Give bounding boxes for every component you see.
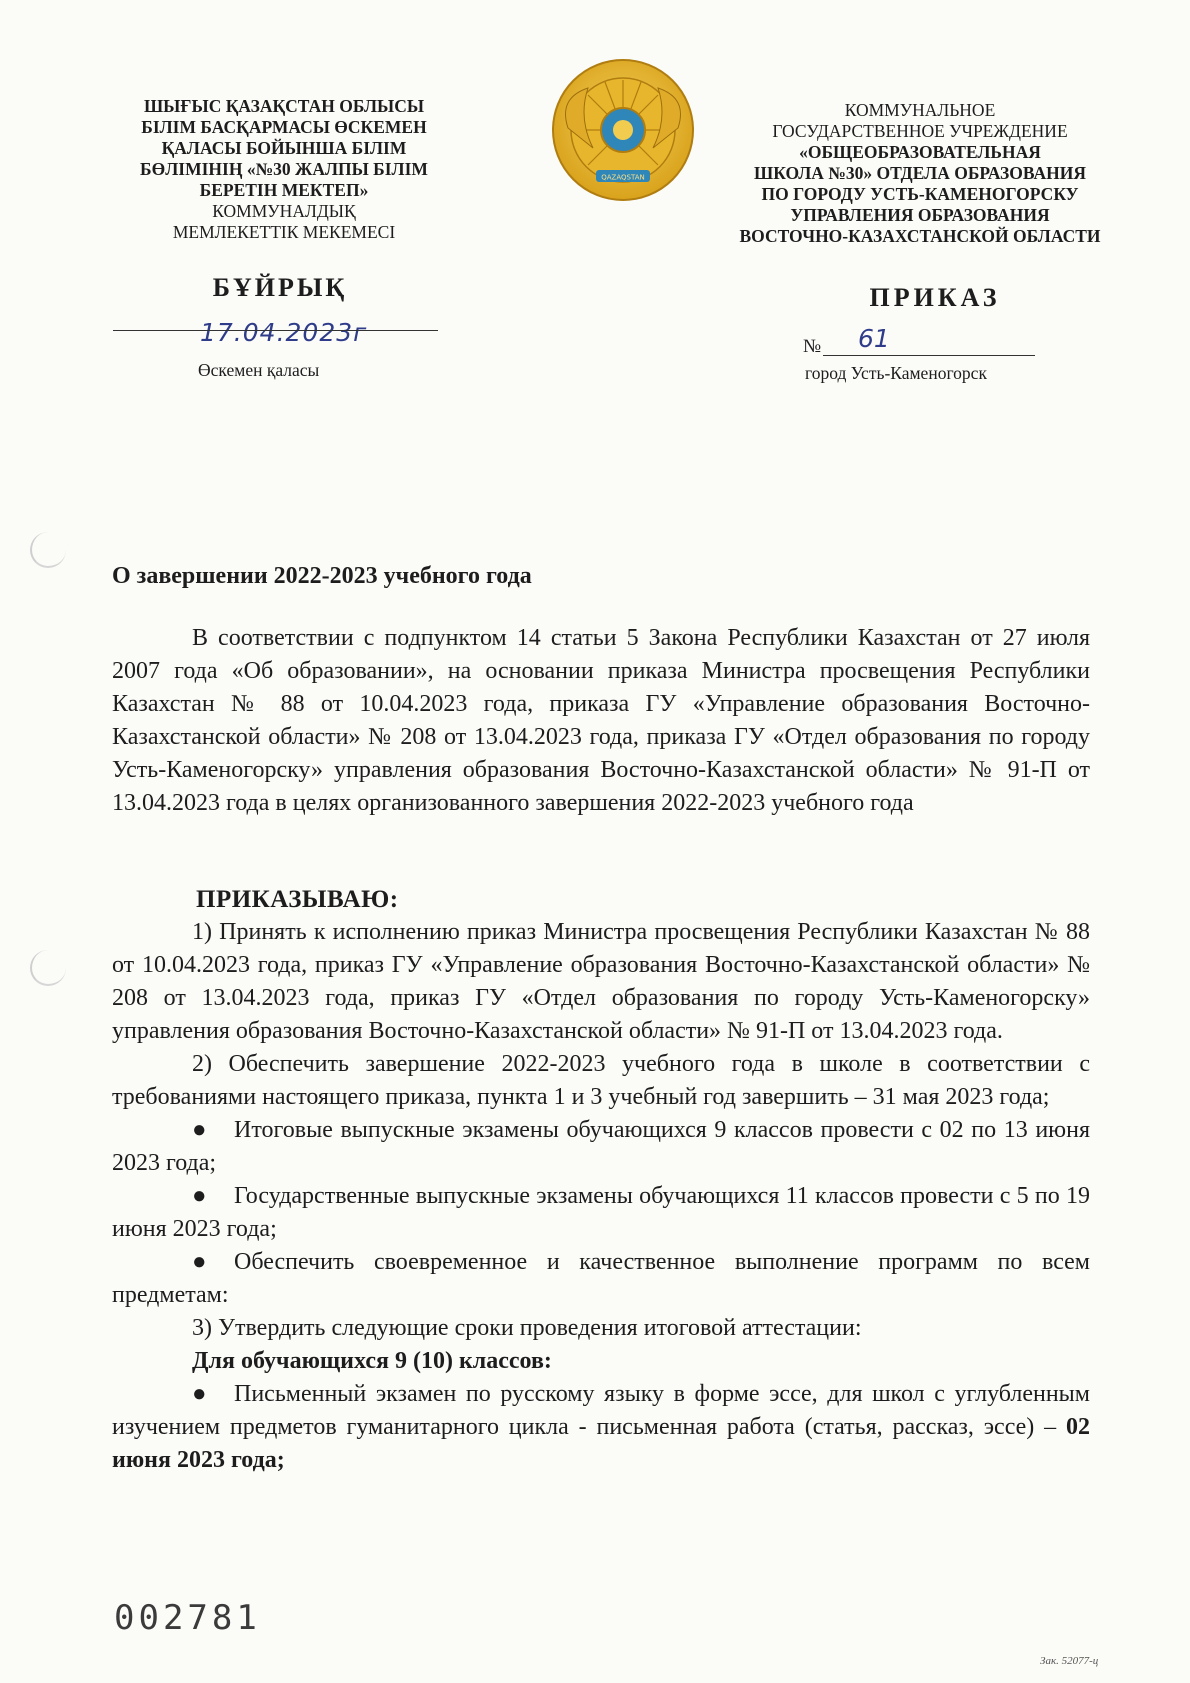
header-kz-line: ҚАЛАСЫ БОЙЫНША БІЛІМ xyxy=(161,138,407,158)
header-kz-line: КОММУНАЛДЫҚ xyxy=(212,201,356,221)
punch-hole-mark xyxy=(30,532,66,568)
header-kz-line: МЕМЛЕКЕТТІК МЕКЕМЕСІ xyxy=(172,222,396,242)
header-ru-line: ВОСТОЧНО-КАЗАХСТАНСКОЙ ОБЛАСТИ xyxy=(739,226,1101,246)
bullet-text: Письменный экзамен по русскому языку в форме эссе, для школ с углубленным изучением предметов гуманитарного цикла - письменная работа (статья, рассказ, эссе) – xyxy=(112,1381,1090,1440)
preamble-block xyxy=(112,622,1090,820)
header-ru-line: УПРАВЛЕНИЯ ОБРАЗОВАНИЯ xyxy=(790,205,1050,225)
header-kz-line: БІЛІМ БАСҚАРМАСЫ ӨСКЕМЕН xyxy=(141,117,427,137)
title-russian: ПРИКАЗ xyxy=(869,283,1001,312)
bullet-item xyxy=(112,1378,1090,1477)
order-item-3: 3) Утвердить следующие сроки проведения итоговой аттестации: xyxy=(192,1315,862,1341)
bullet-icon: ● xyxy=(192,1381,207,1407)
state-emblem-icon xyxy=(548,58,698,208)
header-kz-line: БЕРЕТІН МЕКТЕП» xyxy=(199,180,369,200)
svg-text:QAZAQSTAN: QAZAQSTAN xyxy=(601,173,645,182)
bullet-item xyxy=(112,1180,1090,1246)
grade9-heading: Для обучающихся 9 (10) классов: xyxy=(192,1348,552,1374)
number-underline xyxy=(823,355,1035,356)
header-russian xyxy=(720,100,1120,247)
header-ru-line: «ОБЩЕОБРАЗОВАТЕЛЬНАЯ xyxy=(799,142,1041,162)
bullet-item xyxy=(112,1114,1090,1180)
header-ru-line: ПО ГОРОДУ УСТЬ-КАМЕНОГОРСКУ xyxy=(761,184,1079,204)
bullet-text: Обеспечить своевременное и качественное выполнение программ по всем предметам: xyxy=(112,1249,1090,1308)
bullet-icon: ● xyxy=(192,1183,207,1209)
bullet-icon: ● xyxy=(192,1117,207,1143)
handwritten-number: 61 xyxy=(858,324,890,353)
punch-hole-mark xyxy=(30,950,66,986)
bullet-text: Итоговые выпускные экзамены обучающихся 9 классов провести с 02 по 13 июня 2023 года; xyxy=(112,1117,1090,1176)
header-ru-line: ГОСУДАРСТВЕННОЕ УЧРЕЖДЕНИЕ xyxy=(772,121,1068,141)
document-subject: О завершении 2022-2023 учебного года xyxy=(112,563,532,589)
city-kazakh: Өскемен қаласы xyxy=(198,360,320,380)
order-item-1: 1) Принять к исполнению приказ Министра просвещения Республики Казахстан № 88 от 10.04.2023 года, приказ ГУ «Управление образования Восточно-Казахстанской области» № 208 от 13.04.2023 года, приказ ГУ «Отдел образования по городу Усть-Каменогорску» управления образования Восточно-Казахстанской области» № 91-П от 13.04.2023 года. xyxy=(112,919,1090,1044)
title-kazakh: БҰЙРЫҚ xyxy=(212,273,348,302)
header-ru-line: КОММУНАЛЬНОЕ xyxy=(844,100,996,120)
header-kz-line: БӨЛІМІНІҢ «№30 ЖАЛПЫ БІЛІМ xyxy=(140,159,428,179)
header-ru-line: ШКОЛА №30» ОТДЕЛА ОБРАЗОВАНИЯ xyxy=(754,163,1086,183)
preamble-paragraph: В соответствии с подпунктом 14 статьи 5 Закона Республики Казахстан от 27 июля 2007 года «Об образовании», на основании приказа Министра просвещения Республики Казахстан № 88 от 10.04.2023 года, приказа ГУ «Управление образования Восточно-Казахстанской области» № 208 от 13.04.2023 года, приказа ГУ «Отдел образования по городу Усть-Каменогорску» управления образования Восточно-Казахстанской области» № 91-П от 13.04.2023 года в целях организованного завершения 2022-2023 учебного года xyxy=(112,625,1090,816)
serial-number: 002781 xyxy=(114,1598,261,1638)
bullet-item xyxy=(112,1246,1090,1312)
date-underline xyxy=(113,330,438,331)
exam-date: 02 июня 2023 года; xyxy=(112,1414,1091,1473)
city-russian: город Усть-Каменогорск xyxy=(805,363,987,383)
order-item-2: 2) Обеспечить завершение 2022-2023 учебного года в школе в соответствии с требованиями настоящего приказа, пункта 1 и 3 учебный год завершить – 31 мая 2023 года; xyxy=(112,1051,1090,1110)
order-items xyxy=(112,916,1090,1477)
header-kazakh xyxy=(118,96,450,243)
number-label: № xyxy=(803,336,822,357)
bullet-text: Государственные выпускные экзамены обучающихся 11 классов провести с 5 по 19 июня 2023 года; xyxy=(112,1183,1090,1242)
print-code: Зак. 52077-ц xyxy=(1040,1655,1099,1667)
orders-heading: ПРИКАЗЫВАЮ: xyxy=(196,886,399,913)
handwritten-date: 17.04.2023г xyxy=(200,318,368,347)
bullet-icon: ● xyxy=(192,1249,207,1275)
header-kz-line: ШЫҒЫС ҚАЗАҚСТАН ОБЛЫСЫ xyxy=(143,96,425,116)
